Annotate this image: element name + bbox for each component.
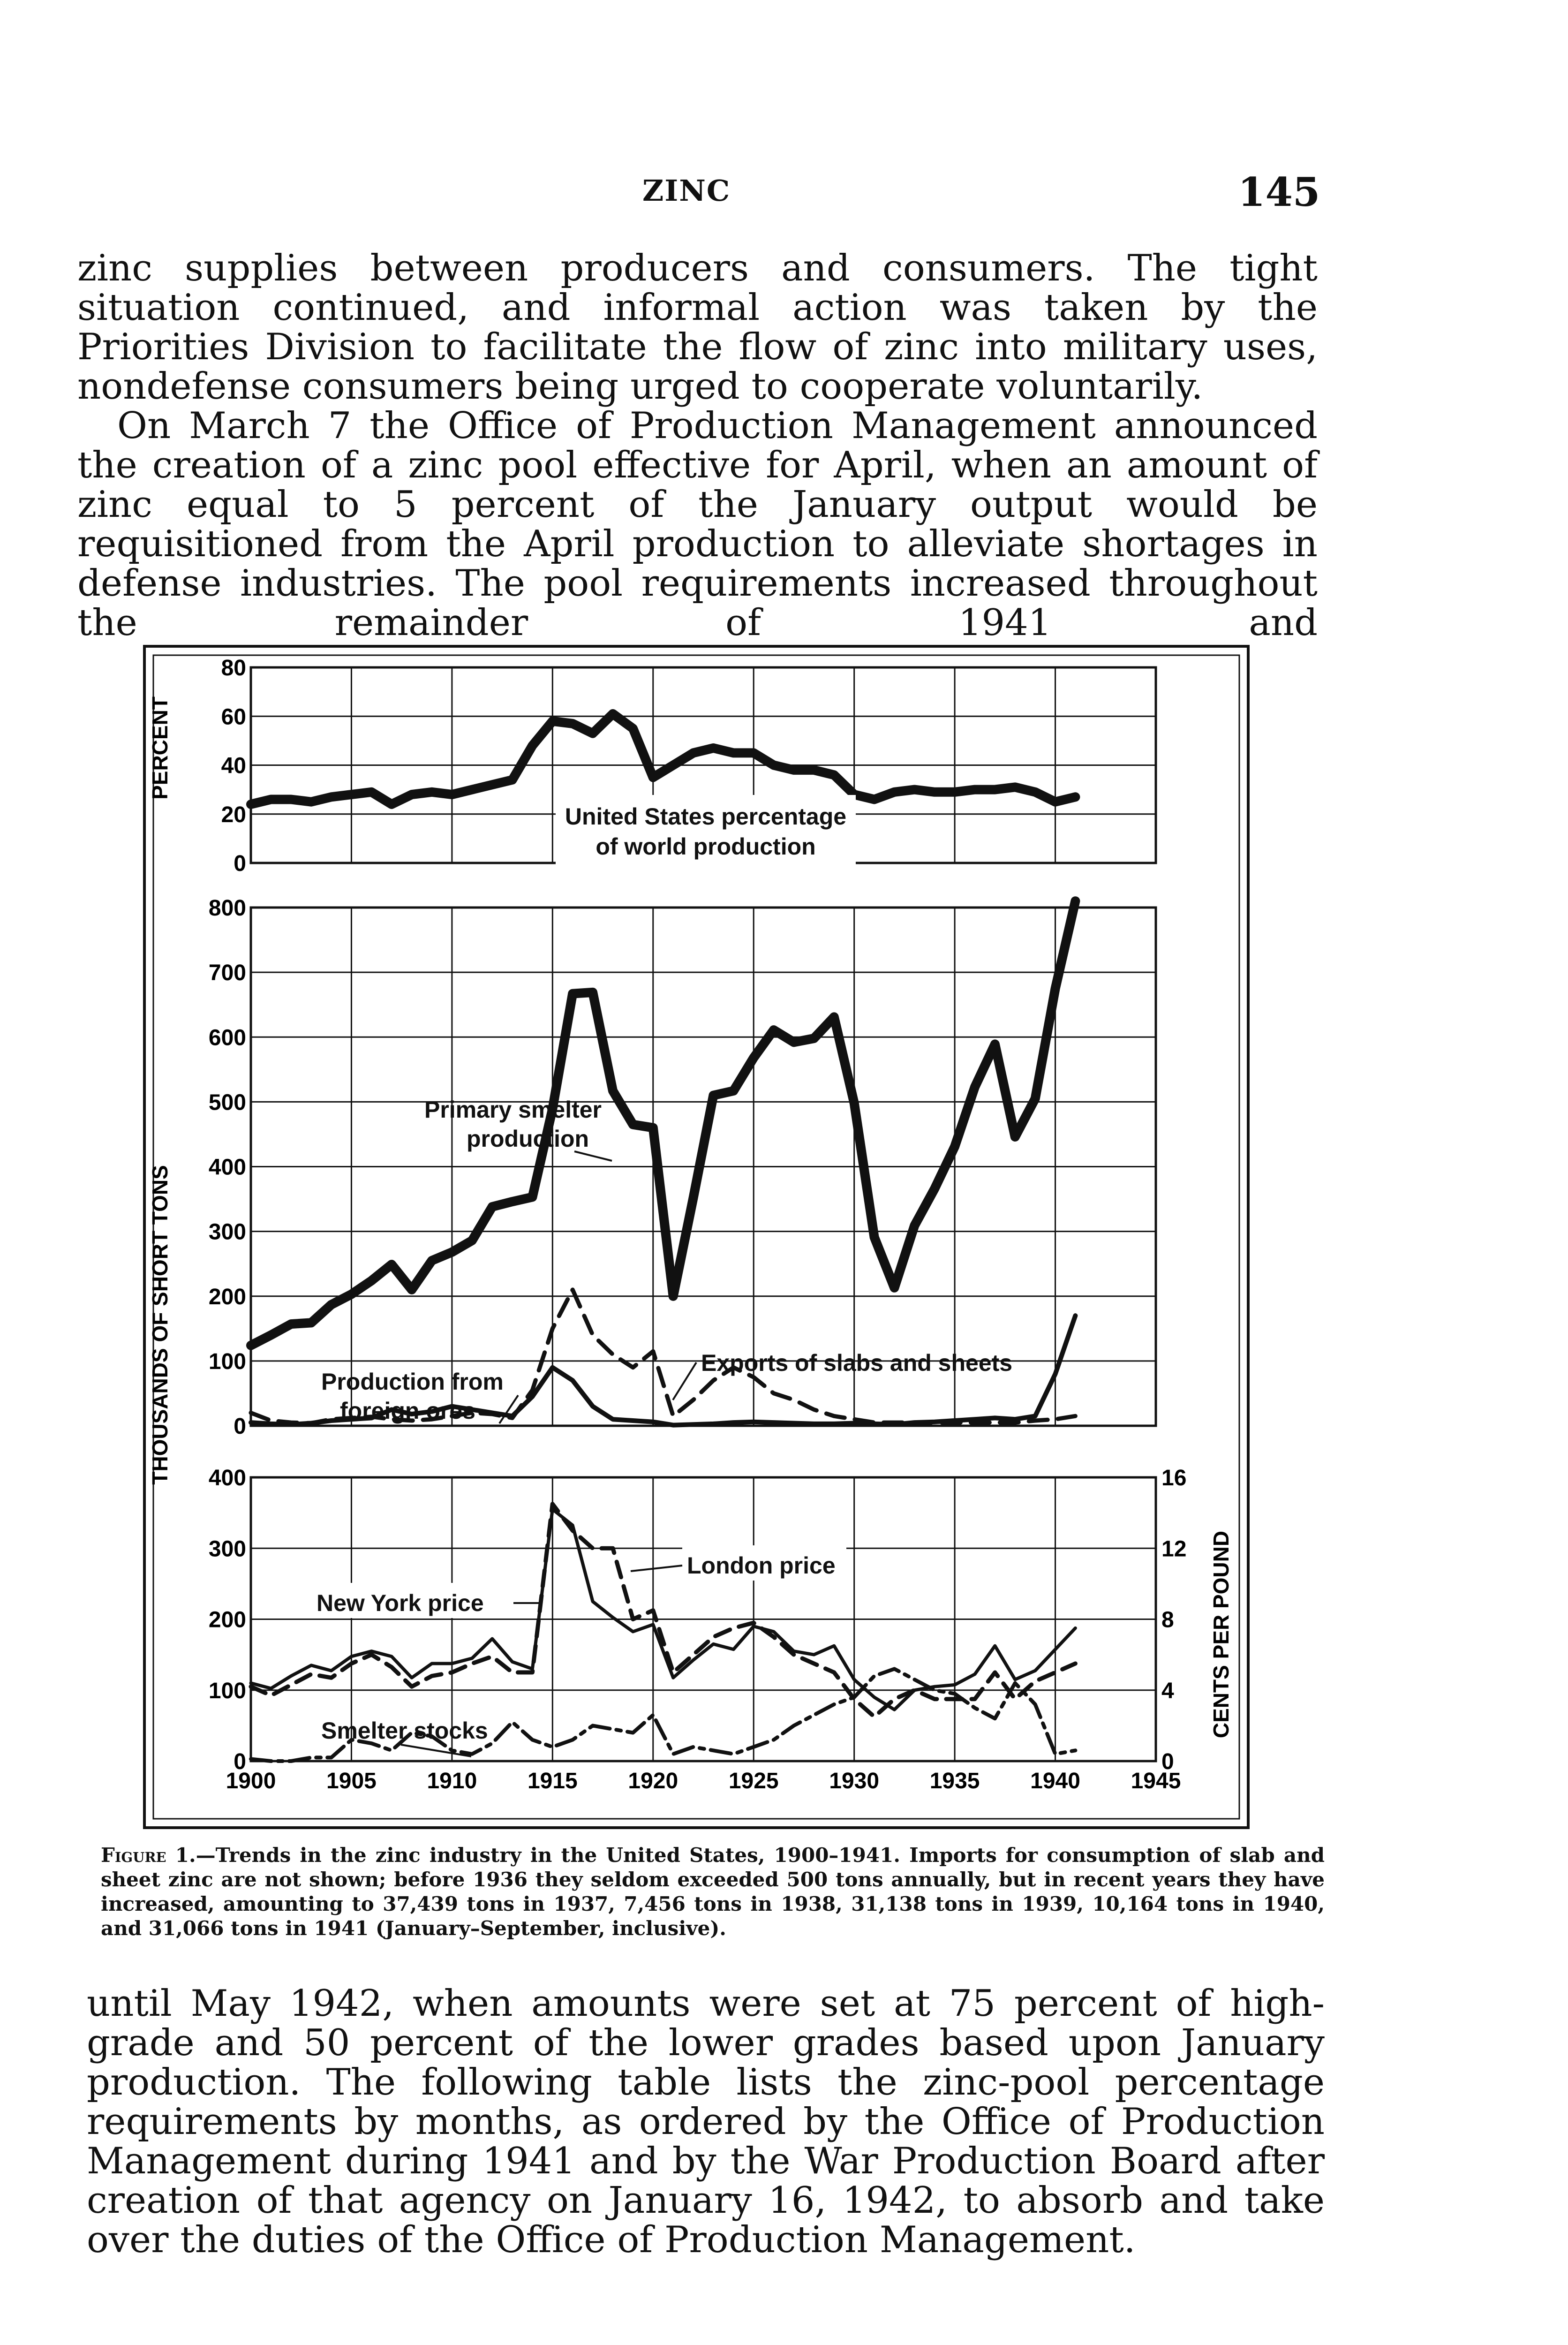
y-tick-label-right: 16 bbox=[1161, 1466, 1187, 1490]
y-tick-label: 300 bbox=[208, 1219, 246, 1245]
y-tick-label: 500 bbox=[208, 1090, 246, 1115]
zinc-trends-chart bbox=[143, 645, 1250, 1829]
series-smelter-stocks bbox=[251, 1669, 1075, 1761]
label-foreign-ores: Production from bbox=[321, 1369, 504, 1395]
y-tick-label-right: 0 bbox=[1161, 1749, 1174, 1774]
cents-axis-label: CENTS PER POUND bbox=[1209, 1530, 1233, 1739]
page-number: 145 bbox=[1238, 169, 1320, 215]
label-london-price: London price bbox=[687, 1552, 836, 1579]
caption-text: —Trends in the zinc industry in the United States, 1900–1941. Imports for consumption of slab and sheet zinc are not shown; before 1936 they seldom exceeded 500 tons annually, but in recent years they have increased, amounting to 37,439 tons in 1937, 7,456 tons in 1938, 31,138 tons in 1939, 10,164 tons in 1940, and 31,066 tons in 1941 (January–September, inclusive). bbox=[101, 1844, 1325, 1940]
label-us-percentage: United States percentage bbox=[565, 803, 847, 830]
y-tick-label: 80 bbox=[221, 656, 246, 681]
x-tick-label: 1935 bbox=[929, 1769, 980, 1793]
x-tick-label: 1905 bbox=[326, 1769, 377, 1793]
y-tick-label: 200 bbox=[208, 1607, 246, 1633]
x-tick-label: 1930 bbox=[829, 1769, 880, 1793]
label-exports: Exports of slabs and sheets bbox=[701, 1350, 1013, 1376]
x-tick-label: 1925 bbox=[728, 1769, 779, 1793]
paragraph-may-1942: until May 1942, when amounts were set at 75 percent of high-grade and 50 percent of the lower grades based upon January production. The following table lists the zinc-pool percentage requirements by months, as ordered by the Office of Production Management during 1941 and by the War Production Board after creation of that agency on January 16, 1942, to absorb and take over the duties of the Office of Production Management. bbox=[87, 1982, 1325, 2261]
y-tick-label-right: 8 bbox=[1161, 1607, 1174, 1633]
x-tick-label: 1915 bbox=[527, 1769, 578, 1793]
x-tick-label: 1945 bbox=[1131, 1769, 1181, 1793]
y-tick-label: 300 bbox=[208, 1536, 246, 1562]
caption-label: Figure 1. bbox=[101, 1844, 196, 1867]
running-title: ZINC bbox=[642, 174, 731, 208]
y-tick-label: 400 bbox=[208, 1466, 246, 1490]
y-tick-label: 200 bbox=[208, 1284, 246, 1309]
y-tick-label: 100 bbox=[208, 1678, 246, 1703]
y-tick-label: 100 bbox=[208, 1349, 246, 1374]
y-tick-label: 0 bbox=[234, 851, 246, 876]
label-primary-smelter: Primary smelter bbox=[424, 1097, 602, 1123]
y-tick-label-right: 4 bbox=[1161, 1678, 1174, 1703]
top-text-block bbox=[77, 249, 1318, 643]
y-tick-label-right: 12 bbox=[1161, 1536, 1187, 1562]
label-newyork-price: New York price bbox=[317, 1590, 484, 1616]
y-tick-label: 600 bbox=[208, 1025, 246, 1051]
label-foreign-ores-2: foreign ores bbox=[340, 1398, 475, 1424]
running-header bbox=[0, 169, 1568, 215]
y-tick-label: 40 bbox=[221, 753, 246, 779]
y-tick-label: 20 bbox=[221, 802, 246, 827]
paragraph-zinc-pool: On March 7 the Office of Production Management announced the creation of a zinc pool effective for April, when an amount of zinc equal to 5 percent of the January output would be requisitioned from the April production to alleviate shortages in defense industries. The pool requirements increased throughout the remainder of 1941 and bbox=[77, 405, 1318, 644]
y-tick-label: 60 bbox=[221, 704, 246, 730]
y-tick-label: 400 bbox=[208, 1155, 246, 1180]
x-tick-label: 1920 bbox=[628, 1769, 678, 1793]
x-tick-label: 1940 bbox=[1030, 1769, 1080, 1793]
y-tick-label: 800 bbox=[208, 896, 246, 921]
label-primary-smelter-2: production bbox=[467, 1126, 589, 1152]
label-us-percentage-2: of world production bbox=[596, 833, 816, 860]
y-tick-label: 700 bbox=[208, 961, 246, 986]
series-united-states-percentage-of-world-production bbox=[251, 714, 1075, 804]
figure-zinc-trends bbox=[143, 645, 1250, 1829]
y-tick-label: 0 bbox=[234, 1749, 246, 1774]
label-smelter-stocks: Smelter stocks bbox=[321, 1717, 488, 1744]
y-tick-label: 0 bbox=[234, 1414, 246, 1439]
bottom-text-block bbox=[87, 1984, 1325, 2260]
paragraph-continued: zinc supplies between producers and consumers. The tight situation continued, and informal action was taken by the Priorities Division to facilitate the flow of zinc into military uses, nondefense consumers being urged to cooperate voluntarily. bbox=[77, 247, 1318, 408]
series-primary-smelter-production bbox=[251, 901, 1075, 1346]
figure-caption bbox=[101, 1843, 1325, 1941]
x-tick-label: 1910 bbox=[427, 1769, 477, 1793]
tons-axis-label: THOUSANDS OF SHORT TONS bbox=[148, 1165, 172, 1485]
percent-axis-label: PERCENT bbox=[148, 696, 172, 800]
x-tick-label: 1900 bbox=[226, 1769, 276, 1793]
